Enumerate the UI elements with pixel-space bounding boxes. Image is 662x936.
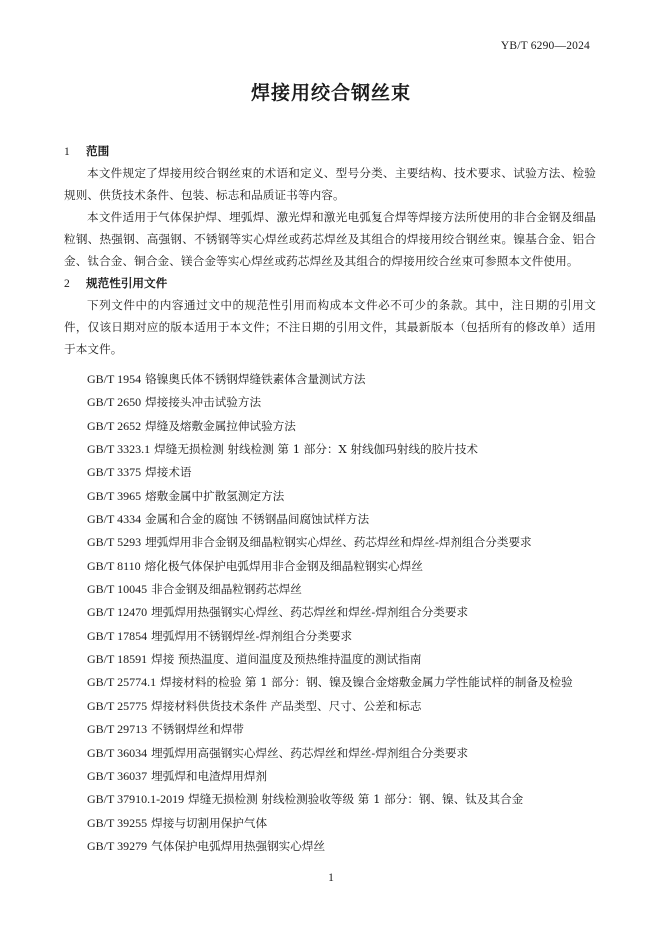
reference-title: 气体保护电弧焊用热强钢实心焊丝	[151, 838, 326, 853]
reference-item	[64, 718, 596, 741]
reference-item	[64, 601, 596, 624]
reference-item	[64, 555, 596, 578]
standard-number: YB/T 6290—2024	[500, 40, 590, 52]
reference-item	[64, 508, 596, 531]
reference-item	[64, 671, 596, 694]
reference-title: 不锈钢焊丝和焊带	[151, 722, 244, 737]
reference-code: GB/T 8110	[87, 558, 141, 573]
page-number: 1	[328, 872, 334, 884]
reference-code: GB/T 39279	[87, 838, 148, 853]
reference-code: GB/T 2652	[87, 418, 142, 433]
section-heading-normative-references	[64, 272, 596, 294]
reference-item	[64, 742, 596, 765]
reference-code: GB/T 2650	[87, 395, 142, 410]
reference-code: GB/T 1954	[87, 372, 142, 386]
reference-code: GB/T 39255	[87, 815, 148, 830]
document-body	[64, 140, 596, 858]
reference-title: 焊缝及熔敷金属拉伸试验方法	[145, 418, 296, 433]
reference-item	[64, 765, 596, 788]
reference-item	[64, 625, 596, 648]
reference-title: 熔敷金属中扩散氢测定方法	[145, 488, 285, 503]
reference-code: GB/T 36034	[87, 745, 148, 760]
reference-code: GB/T 18591	[87, 652, 148, 667]
paragraph: 本文件适用于气体保护焊、埋弧焊、激光焊和激光电弧复合焊等焊接方法所使用的非合金钢及细晶粒钢、热强钢、高强钢、不锈钢等实心焊丝或药芯焊丝及其组合的焊接用绞合钢丝束。镍基合金、铝合金、钛合金、铜合金、镁合金等实心焊丝或药芯焊丝及其组合的焊接用绞合丝束可参照本文件使用。	[64, 210, 596, 268]
reference-code: GB/T 17854	[87, 628, 148, 643]
reference-item	[64, 368, 596, 391]
reference-item	[64, 648, 596, 671]
reference-list	[64, 368, 596, 858]
reference-title: 埋弧焊和电渣焊用焊剂	[151, 768, 268, 783]
reference-code: GB/T 25775	[87, 698, 148, 713]
reference-code: GB/T 3375	[87, 465, 142, 480]
reference-code: GB/T 10045	[87, 582, 148, 597]
reference-item	[64, 461, 596, 484]
reference-title: 埋弧焊用非合金钢及细晶粒钢实心焊丝、药芯焊丝和焊丝-焊剂组合分类要求	[145, 535, 532, 550]
reference-code: GB/T 12470	[87, 605, 148, 620]
reference-title: 焊缝无损检测 射线检测验收等级 第 1 部分：钢、镍、钛及其合金	[188, 792, 524, 807]
section-number: 2	[64, 277, 70, 290]
reference-title: 非合金钢及细晶粒钢药芯焊丝	[151, 582, 302, 597]
reference-title: 埋弧焊用热强钢实心焊丝、药芯焊丝和焊丝-焊剂组合分类要求	[151, 605, 469, 620]
section-number: 1	[64, 145, 70, 158]
reference-title: 埋弧焊用高强钢实心焊丝、药芯焊丝和焊丝-焊剂组合分类要求	[151, 745, 469, 760]
reference-title: 焊接与切割用保护气体	[151, 815, 268, 830]
reference-code: GB/T 36037	[87, 768, 148, 783]
reference-item	[64, 835, 596, 858]
reference-title: 焊缝无损检测 射线检测 第 1 部分：X 射线伽玛射线的胶片技术	[154, 442, 479, 457]
reference-item	[64, 391, 596, 414]
reference-title: 焊接术语	[145, 465, 192, 480]
reference-item	[64, 415, 596, 438]
paragraph: 下列文件中的内容通过文中的规范性引用而构成本文件必不可少的条款。其中，注日期的引用文件，仅该日期对应的版本适用于本文件；不注日期的引用文件，其最新版本（包括所有的修改单）适用于本文件。	[64, 298, 596, 356]
reference-code: GB/T 29713	[87, 722, 148, 737]
reference-title: 焊接 预热温度、道间温度及预热维持温度的测试指南	[151, 652, 422, 667]
reference-title: 焊接材料供货技术条件 产品类型、尺寸、公差和标志	[151, 698, 422, 713]
reference-title: 埋弧焊用不锈钢焊丝-焊剂组合分类要求	[151, 628, 353, 643]
reference-item	[64, 578, 596, 601]
reference-title: 金属和合金的腐蚀 不锈钢晶间腐蚀试样方法	[145, 512, 370, 527]
reference-code: GB/T 37910.1-2019	[87, 792, 185, 807]
reference-item	[64, 788, 596, 811]
reference-item	[64, 485, 596, 508]
reference-title: 焊接接头冲击试验方法	[145, 395, 262, 410]
reference-item	[64, 438, 596, 461]
paragraph: 本文件规定了焊接用绞合钢丝束的术语和定义、型号分类、主要结构、技术要求、试验方法、检验规则、供货技术条件、包装、标志和品质证书等内容。	[64, 166, 596, 202]
reference-title: 熔化极气体保护电弧焊用非合金钢及细晶粒钢实心焊丝	[144, 558, 423, 573]
reference-title: 铬镍奥氏体不锈钢焊缝铁素体含量测试方法	[145, 372, 366, 386]
reference-code: GB/T 3323.1	[87, 442, 151, 457]
document-title: 焊接用绞合钢丝束	[250, 82, 411, 104]
reference-item	[64, 812, 596, 835]
section-title: 范围	[86, 144, 110, 158]
reference-title: 焊接材料的检验 第 1 部分：钢、镍及镍合金熔敷金属力学性能试样的制备及检验	[160, 675, 573, 690]
reference-code: GB/T 5293	[87, 535, 142, 550]
reference-code: GB/T 4334	[87, 512, 142, 527]
reference-code: GB/T 25774.1	[87, 675, 157, 690]
reference-code: GB/T 3965	[87, 488, 142, 503]
reference-item	[64, 531, 596, 554]
section-title: 规范性引用文件	[86, 276, 168, 290]
section-heading-scope	[64, 140, 596, 162]
reference-item	[64, 695, 596, 718]
